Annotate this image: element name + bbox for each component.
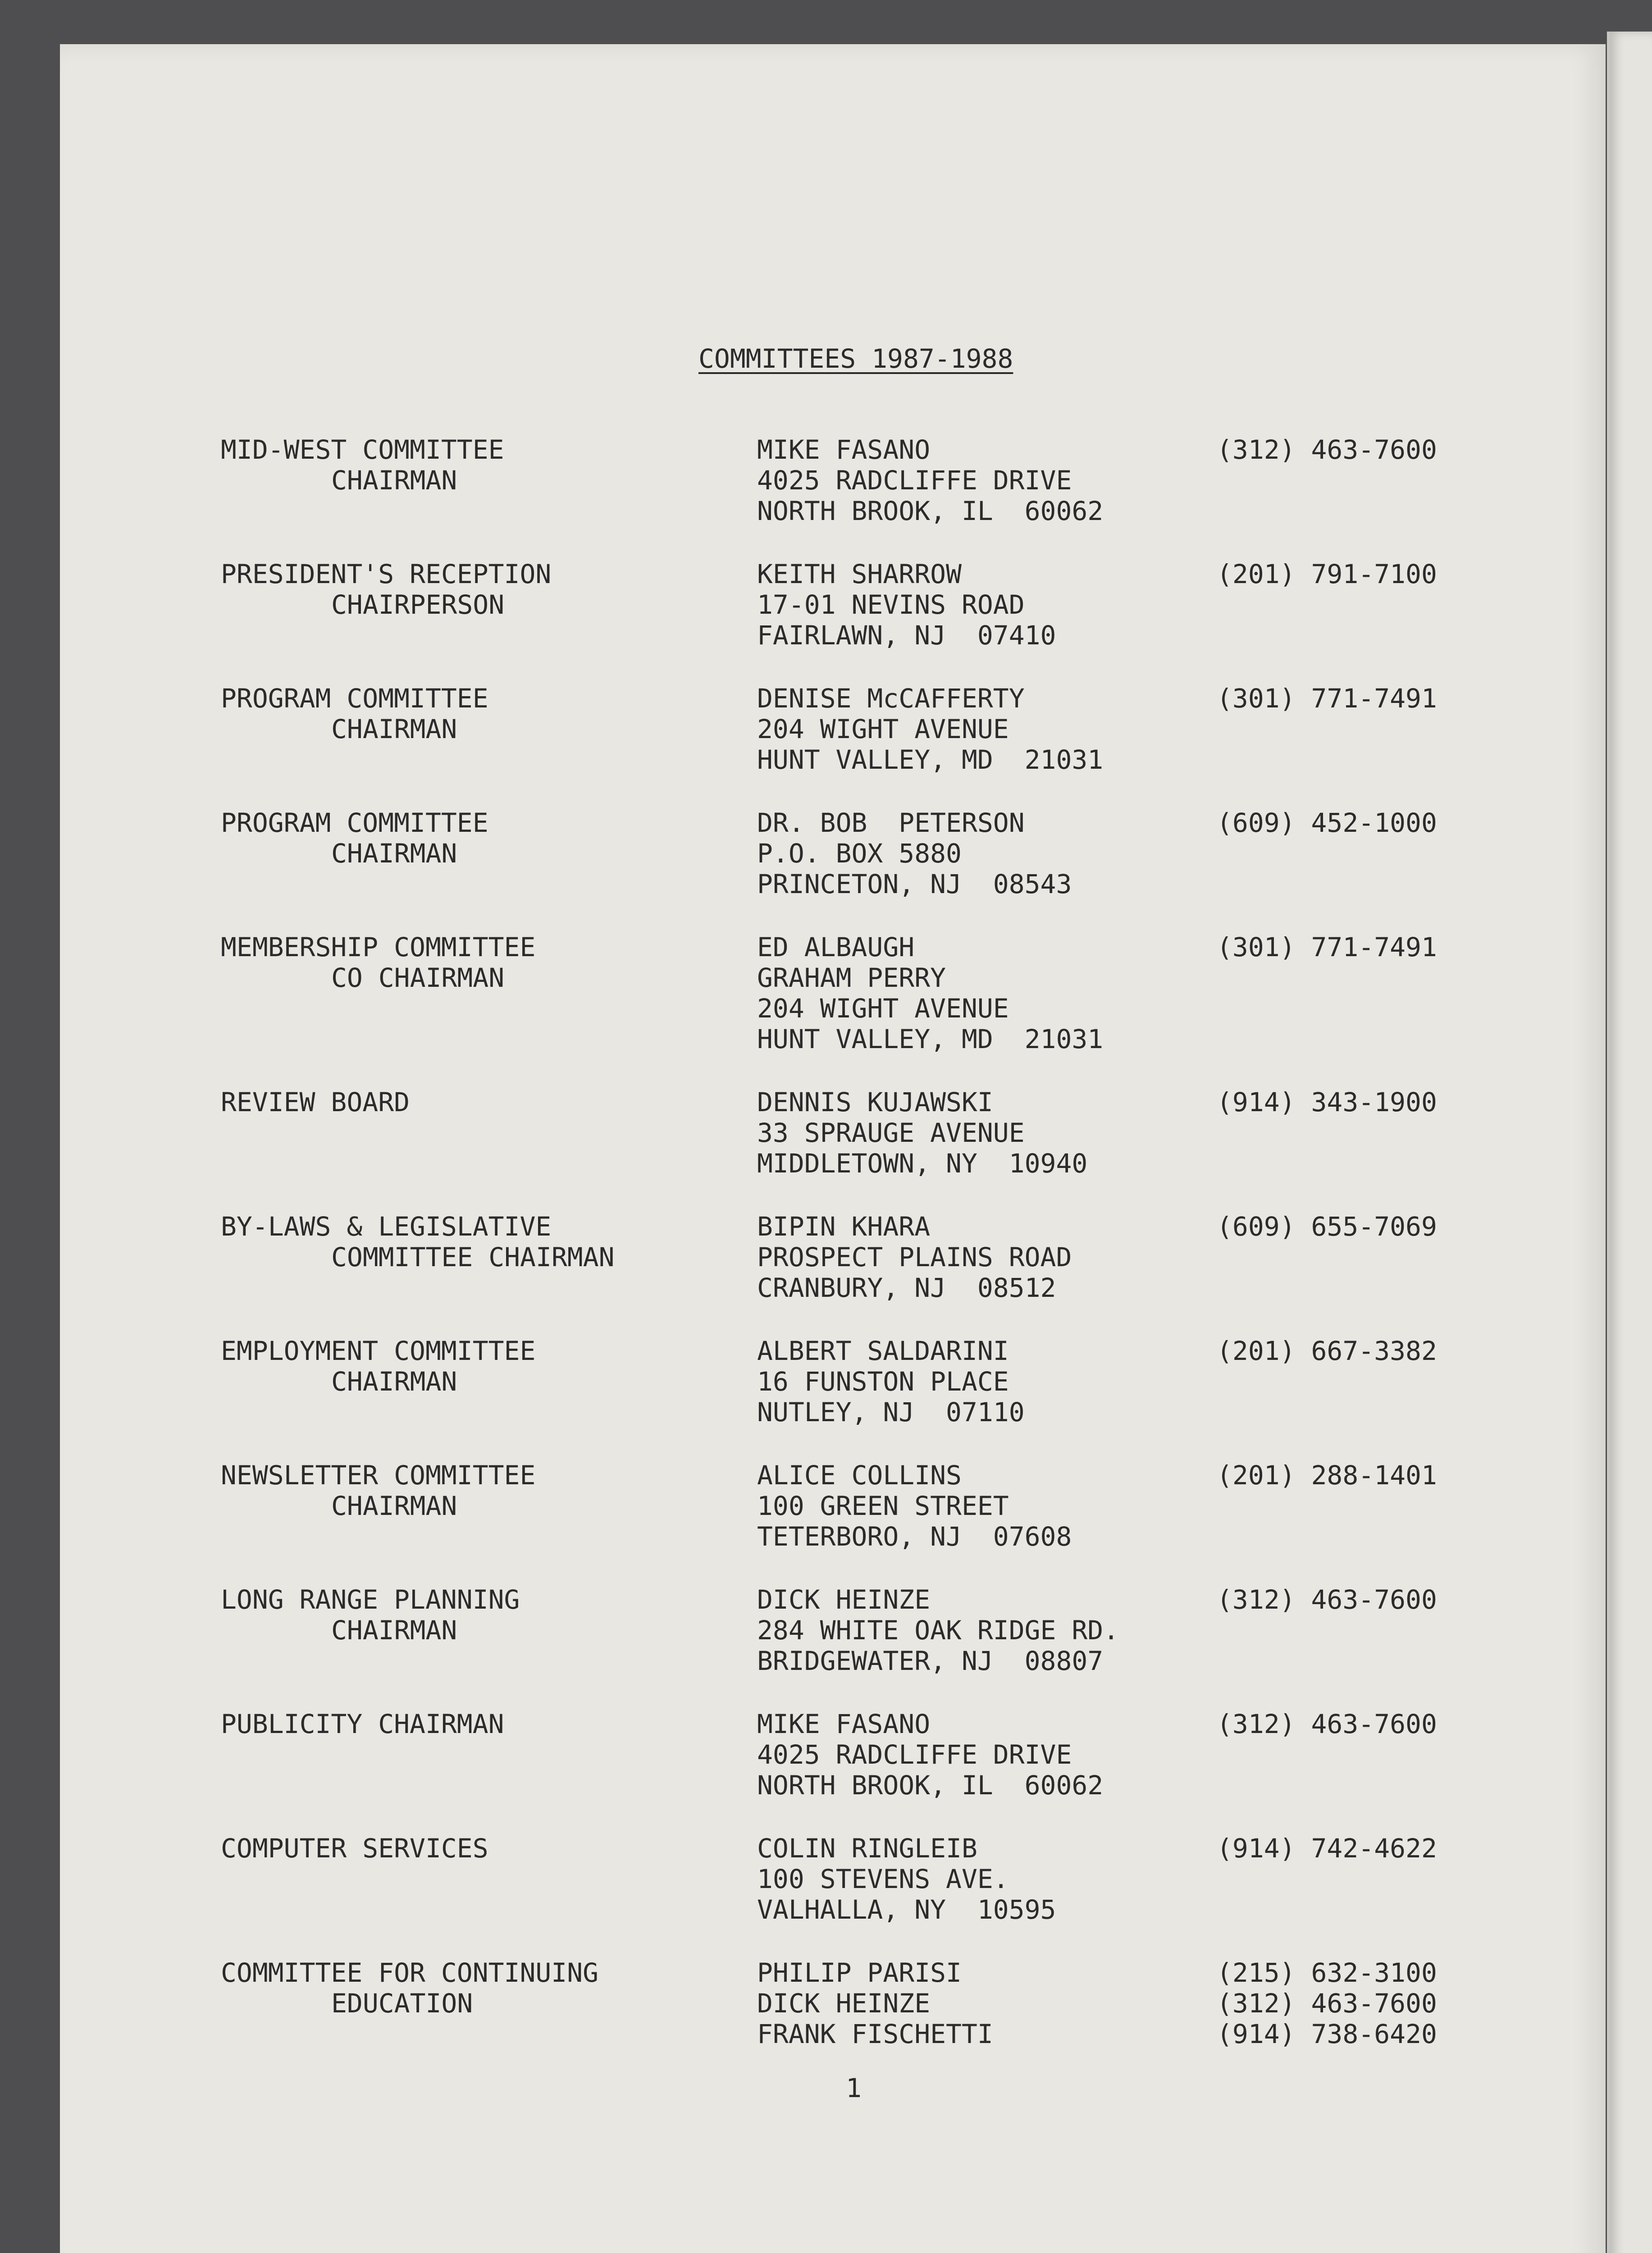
address-line: FAIRLAWN, NJ 07410: [757, 620, 1056, 651]
committee-name: NEWSLETTER COMMITTEE: [221, 1460, 536, 1491]
committee-role: EDUCATION: [331, 1988, 473, 2019]
phone-number: (201) 667-3382: [1217, 1336, 1437, 1366]
address-line: 100 STEVENS AVE.: [757, 1864, 1009, 1894]
member-name: ED ALBAUGH: [757, 932, 915, 962]
address-line: TETERBORO, NJ 07608: [757, 1521, 1072, 1552]
committee-role: CHAIRMAN: [331, 838, 457, 869]
address-line: HUNT VALLEY, MD 21031: [757, 1024, 1104, 1054]
address-line: PRINCETON, NJ 08543: [757, 869, 1072, 899]
phone-number: (312) 463-7600: [1217, 1584, 1437, 1615]
member-name: DENISE McCAFFERTY: [757, 683, 1025, 714]
address-line: 284 WHITE OAK RIDGE RD.: [757, 1615, 1119, 1646]
phone-number: (914) 343-1900: [1217, 1087, 1437, 1117]
member-name: KEITH SHARROW: [757, 559, 962, 589]
address-line: NORTH BROOK, IL 60062: [757, 496, 1104, 526]
member-name: DR. BOB PETERSON: [757, 807, 1025, 838]
address-line: 16 FUNSTON PLACE: [757, 1366, 1009, 1397]
page-number: 1: [846, 2073, 862, 2103]
phone-number: (914) 738-6420: [1217, 2019, 1437, 2049]
member-name: PHILIP PARISI: [757, 1957, 962, 1988]
member-name: DICK HEINZE: [757, 1584, 931, 1615]
address-line: 100 GREEN STREET: [757, 1491, 1009, 1521]
address-line: NUTLEY, NJ 07110: [757, 1397, 1025, 1428]
committee-role: CHAIRMAN: [331, 714, 457, 744]
address-line: VALHALLA, NY 10595: [757, 1894, 1056, 1925]
committee-name: PROGRAM COMMITTEE: [221, 807, 488, 838]
committee-role: CHAIRPERSON: [331, 589, 505, 620]
phone-number: (914) 742-4622: [1217, 1833, 1437, 1864]
address-line: PROSPECT PLAINS ROAD: [757, 1242, 1072, 1272]
committee-role: CHAIRMAN: [331, 465, 457, 496]
committee-name: PRESIDENT'S RECEPTION: [221, 559, 552, 589]
address-line: GRAHAM PERRY: [757, 962, 946, 993]
member-name: BIPIN KHARA: [757, 1211, 931, 1242]
committee-name: PROGRAM COMMITTEE: [221, 683, 488, 714]
phone-number: (312) 463-7600: [1217, 434, 1437, 465]
committee-name: EMPLOYMENT COMMITTEE: [221, 1336, 536, 1366]
address-line: MIDDLETOWN, NY 10940: [757, 1148, 1088, 1179]
phone-number: (301) 771-7491: [1217, 683, 1437, 714]
address-line: CRANBURY, NJ 08512: [757, 1272, 1056, 1303]
phone-number: (201) 288-1401: [1217, 1460, 1437, 1491]
committee-name: MEMBERSHIP COMMITTEE: [221, 932, 536, 962]
address-line: BRIDGEWATER, NJ 08807: [757, 1646, 1104, 1676]
committee-role: CO CHAIRMAN: [331, 962, 505, 993]
member-name: ALBERT SALDARINI: [757, 1336, 1009, 1366]
address-line: 4025 RADCLIFFE DRIVE: [757, 1739, 1072, 1770]
phone-number: (312) 463-7600: [1217, 1988, 1437, 2019]
address-line: 204 WIGHT AVENUE: [757, 993, 1009, 1024]
phone-number: (215) 632-3100: [1217, 1957, 1437, 1988]
phone-number: (201) 791-7100: [1217, 559, 1437, 589]
committee-role: CHAIRMAN: [331, 1366, 457, 1397]
committee-name: REVIEW BOARD: [221, 1087, 410, 1117]
member-name: COLIN RINGLEIB: [757, 1833, 977, 1864]
address-line: 17-01 NEVINS ROAD: [757, 589, 1025, 620]
committee-role: CHAIRMAN: [331, 1615, 457, 1646]
address-line: DICK HEINZE: [757, 1988, 931, 2019]
member-name: MIKE FASANO: [757, 1709, 931, 1739]
committee-role: COMMITTEE CHAIRMAN: [331, 1242, 615, 1272]
member-name: MIKE FASANO: [757, 434, 931, 465]
phone-number: (609) 655-7069: [1217, 1211, 1437, 1242]
address-line: NORTH BROOK, IL 60062: [757, 1770, 1104, 1801]
committee-name: LONG RANGE PLANNING: [221, 1584, 520, 1615]
committee-name: BY-LAWS & LEGISLATIVE: [221, 1211, 552, 1242]
adjacent-page-edge: [1607, 32, 1652, 2253]
member-name: DENNIS KUJAWSKI: [757, 1087, 993, 1117]
address-line: FRANK FISCHETTI: [757, 2019, 993, 2049]
member-name: ALICE COLLINS: [757, 1460, 962, 1491]
page-title: COMMITTEES 1987-1988: [698, 343, 1013, 374]
address-line: 4025 RADCLIFFE DRIVE: [757, 465, 1072, 496]
phone-number: (301) 771-7491: [1217, 932, 1437, 962]
committee-name: COMPUTER SERVICES: [221, 1833, 488, 1864]
committee-name: COMMITTEE FOR CONTINUING: [221, 1957, 599, 1988]
phone-number: (312) 463-7600: [1217, 1709, 1437, 1739]
phone-number: (609) 452-1000: [1217, 807, 1437, 838]
address-line: HUNT VALLEY, MD 21031: [757, 744, 1104, 775]
address-line: 204 WIGHT AVENUE: [757, 714, 1009, 744]
address-line: P.O. BOX 5880: [757, 838, 962, 869]
address-line: 33 SPRAUGE AVENUE: [757, 1117, 1025, 1148]
committee-name: MID-WEST COMMITTEE: [221, 434, 504, 465]
committee-name: PUBLICITY CHAIRMAN: [221, 1709, 504, 1739]
committee-role: CHAIRMAN: [331, 1491, 457, 1521]
